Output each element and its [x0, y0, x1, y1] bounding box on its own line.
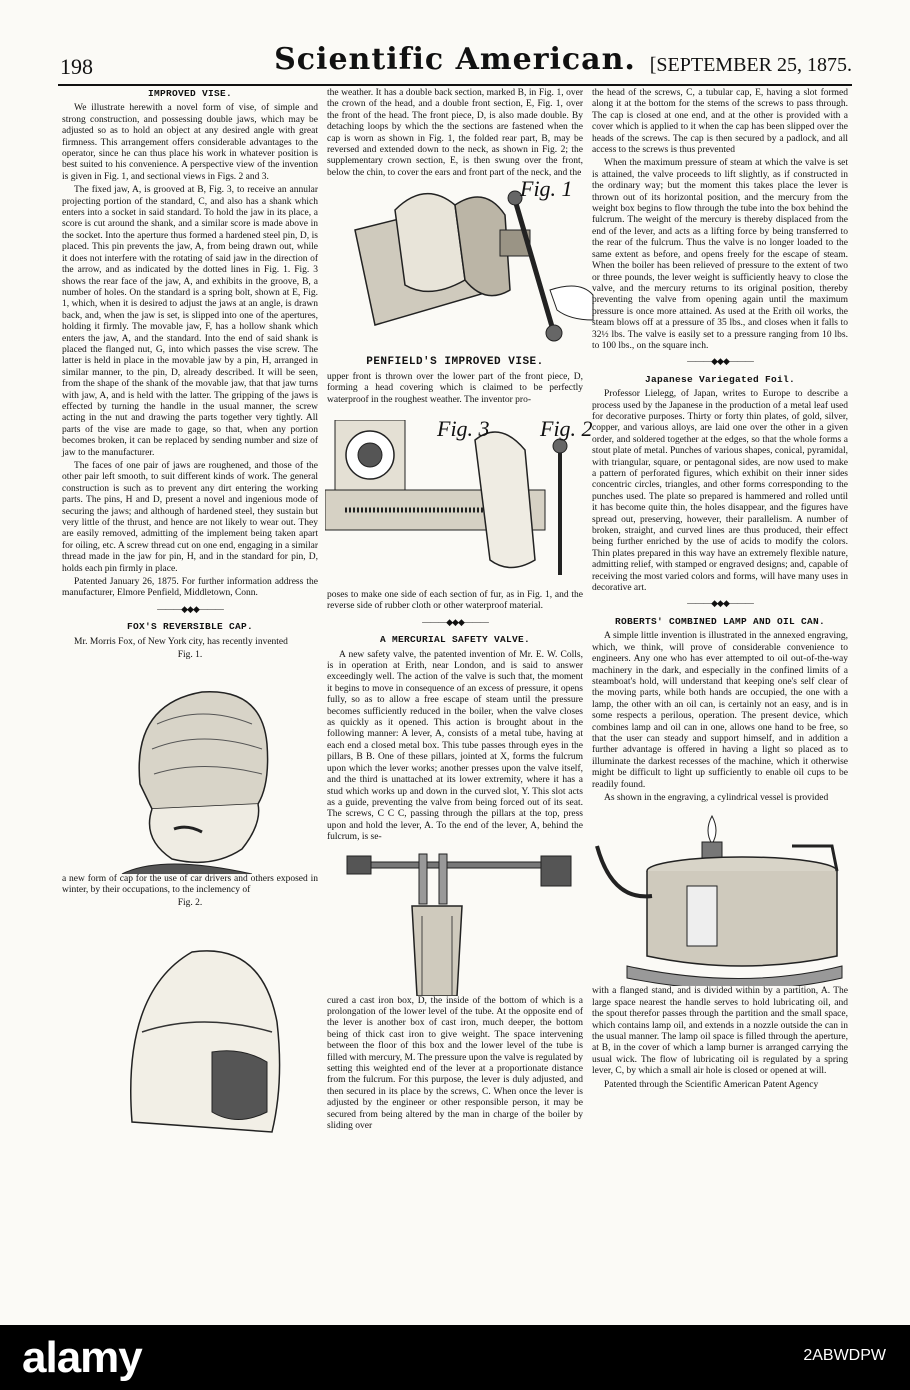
lamp-article-heading: ROBERTS' COMBINED LAMP AND OIL CAN.	[614, 615, 826, 627]
vise-paragraph-3: The faces of one pair of jaws are roughened, and those of the other pair left smooth, to suit different kinds of work. The general construction is such as to prevent any dirt entering the working parts. The pins, H and D, present a novel and ingenious mode of securing the jaws; and although of hardened steel, they sustain but very little of the thrust, and hence are not likely to wear out. They are easily removed, admitting of the implement being taken apart for oiling, etc. A screw thread cut on one end, engaging in a similar thread made in the jaw for pin, H, and in the standard for pin, D, holds each pin firmly in place.	[62, 461, 318, 574]
valve-article-heading: A MERCURIAL SAFETY VALVE.	[379, 634, 531, 646]
valve-paragraph-2: cured a cast iron box, D, the inside of the bottom of which is a prolongation of the lower level of the tube. At the opposite end of the lever is another box of cast iron, much deeper, the bottom being of thick cast iron to give weight. The space intervening between the floor of this box and the lower level of the tube is filled with mercury, M. The pressure upon the valve is regulated by setting this weighted end of the lever at a proportionate distance from the fulcrum. For this purpose, the lever is duly adjusted, and then secured in its place by the screws, C. When once the lever is adjusted by the engineer or other responsible person, it may be secured from being altered by the man in charge of the boiler by sliding over	[327, 995, 583, 1131]
vise-paragraph-1: We illustrate herewith a novel form of vise, of simple and strong construction, and possessing double jaws, which may be adjusted so as to hold an object at any desired angle with great firmness. This arrangement offers considerable advantages to the operator, since he can thus place his work in whatever position is best suited to his convenience. A perspective view of the invention is given in Fig. 1, and sectional views in Figs. 2 and 3.	[62, 103, 318, 182]
vise-article-heading: IMPROVED VISE.	[147, 88, 232, 99]
valve-illustration	[327, 846, 583, 996]
cap-paragraph-4: poses to make one side of each section of fur, as in Fig. 1, and the reverse side of rubber cloth or other waterproof material.	[327, 590, 583, 612]
vise-fig1-label: Fig. 1	[520, 176, 573, 201]
section-divider: ———◆◆◆———	[687, 598, 753, 609]
column-middle-lower	[327, 590, 583, 1134]
page-number: 198	[60, 54, 93, 79]
section-divider: ———◆◆◆———	[422, 616, 488, 627]
vise-fig3-label: Fig. 3	[437, 416, 490, 441]
section-divider: ———◆◆◆———	[687, 356, 753, 367]
lamp-paragraph-3: with a flanged stand, and is divided within by a partition, A. The large space nearest the handle serves to hold lubricating oil, and the spout therefor passes through the partition and the small space, which contains lamp oil, and extends in a nozzle outside the can in the usual manner. The lamp oil space is filled through the aperture, at B, in the cover of which a lamp burner is arranged carrying the usual wick. The flow of lubricating oil is regulated by a spring lever, C, by which a small air hole is closed or opened at will.	[592, 986, 848, 1077]
lamp-paragraph-2: As shown in the engraving, a cylindrical vessel is provided	[604, 792, 829, 803]
cap-fig1-illustration	[62, 664, 318, 874]
vise-paragraph-2: The fixed jaw, A, is grooved at B, Fig. 3, to receive an annular projecting portion of the standard, C, and also has a shank which enters into a socket in said standard. To hold the jaw in its place, a score is cut around the shank, and a similar score is made above in the socket. Into the aperture thus formed a hardened steel pin, D, is placed. This pin prevents the jaw, A, from being drawn out, while it does not interfere with the rotating of said jaw in the direction of the arrow, and as indicated by the dotted lines in Fig. 1. Fig. 3 shows the rear face of the jaw, A, and exhibits in the groove, B, a number of holes. On the standard is a spring bolt, shown at E, Fig. 1, which, when it is desired to adjust the jaws at an angle, is drawn back, and, when the jaw is set, is slipped into one of the apertures, holding it firmly. The movable jaw, F, has a hollow shank which enters the jaw, A, and the standard. Into the end of said shank is placed the flanged nut, G, into which passes the vise screw. The latter is held in place in the movable jaw by a pin, H, arranged in similar manner, to the pin, D, already described. It will be seen, from the shape of the shank of the movable jaw, that that jaw turns with jaw, A, and is held with the latter. The gripping of the jaws is effected by turning the handle in the usual manner, the screw acting in the nut and drawing the parts together very tightly. All parts of the vise are made to gage, so that, when any portion becomes broken, it can be replaced by sending number and size of jaw to the manufacturer.	[62, 185, 318, 458]
issue-date: [SEPTEMBER 25, 1875.	[649, 54, 852, 76]
alamy-logo: alamy	[22, 1333, 142, 1382]
page-header	[58, 42, 852, 82]
vise-section-illustration	[325, 420, 575, 580]
cap-paragraph-1: Mr. Morris Fox, of New York city, has recently invented	[74, 636, 288, 647]
lamp-paragraph-1: A simple little invention is illustrated in the annexed engraving, which, we think, will prove of considerable convenience to engineers. Any one who has ever attempted to oil out-of-the-way machinery in the dark, and especially in the confined limits of a steamboat's hold, will understand that keeping one's self clear of the moving parts, while both hands are occupied, the one with a lamp, the other with an oil can, is certainly not an easy, and is in some respects a perilous, operation. The present device, which combines lamp and oil can in one, allows one hand to be free, so that the user can steady and support himself, and in addition a further advantage is offered in having a light so placed as to illuminate the darkest recesses of the machine, which it otherwise might be difficult to light up sufficiently to enable oil cups to be readily found.	[592, 631, 848, 790]
image-id: 2ABWDPW	[803, 1347, 886, 1364]
column-middle-continued	[327, 372, 583, 408]
lamp-paragraph-4: Patented through the Scientific American Patent Agency	[604, 1079, 819, 1090]
foil-article-heading: Japanese Variegated Foil.	[644, 373, 796, 385]
foil-paragraph: Professor Lielegg, of Japan, writes to Europe to describe a process used by the Japanese in the production of a metal leaf used for decorative purposes. Thirty or forty thin plates, of gold, silver, copper, and various alloys, are laid one over the other in a given order, and soldered together at the edges, so that the whole forms a stout plate of metal. Punches of various shapes, conical, pyramidal, with triangular, square, or pentagonal sides, are now used to make a pattern of perforated figures, which exhibit on their inner sides concentric circles, triangles, and other forms corresponding to the punches used. The plate so prepared is hammered and rolled until it has become quite thin, the holes disappear, and the figures have spread out, preserving, however, their parallelism. A number of broken, straight, and curved lines are thus produced, their effect being further enriched by the use of acids to modify the colors. Thin plates prepared in this way have an extremely flexible nature, admitting relief, with stamped or engraved designs; and, capable of receiving the most varied colors and forms, will have many uses in decorative art.	[592, 389, 848, 594]
cap-fig2-illustration	[62, 912, 318, 1142]
cap-continued-paragraph: the weather. It has a double back section, marked B, in Fig. 1, over the crown of the head, and a double front section, E, Fig. 1, over the front of the head. The front piece, D, is also made double. By detaching loops by which the the sections are fastened when the cap is worn as shown in Fig. 1, the folded rear part, B, may be reversed and extended down to the neck, as shown in Fig. 2; the supplementary crown section, E, is then swung over the front, below the chin, to cover the ears and front part of the neck, and the	[327, 88, 583, 178]
column-right	[592, 88, 848, 1093]
valve-paragraph-3: When the maximum pressure of steam at which the valve is set is attained, the valve proceeds to lift slightly, as if constructed in the ordinary way; but the moment this takes place the lever is thrown out of its horizontal position, and the mercury from the weight box begins to flow through the tube into the box behind the fulcrum. The weight of the mercury is thereby displaced from the end of the lever, and acts as a lifting force by being transferred to the rear of the fulcrum. Thus the valve is no longer loaded to the same extent as before, and opens freely for the escape of steam. When the boiler has been relieved of pressure to the extent of two or three pounds, the lever weight is sufficiently heavy to close the valve, and the mercury returns to its original position, thereby preventing the valve from opening again until the maximum pressure is once more attained. As used at the Erith oil works, the steam blows off at a pressure of 35 lbs., and closes when it falls to 32½ lbs. The valve is easily set to a pressure ranging from 10 lbs. to 100 lbs., on the square inch.	[592, 158, 848, 351]
cap-article-heading: FOX'S REVERSIBLE CAP.	[126, 621, 254, 633]
header-rule	[58, 84, 852, 86]
vise-paragraph-4: Patented January 26, 1875. For further information address the manufacturer, Elmore Penfield, Middletown, Conn.	[62, 577, 318, 599]
section-divider: ———◆◆◆———	[157, 603, 223, 614]
vise-figure-caption: PENFIELD'S IMPROVED VISE.	[366, 356, 544, 368]
column-middle	[327, 88, 583, 181]
vise-fig2-label: Fig. 2	[540, 416, 593, 441]
column-left	[62, 88, 318, 1142]
valve-continued-paragraph: the head of the screws, C, a tubular cap, E, having a slot formed along it at the bottom for the stems of the screws to pass through. The cap is closed at one end, and at the other is provided with a cover which is applied to it when the cap has been slipped over the heads of the screws. The cap is then secured by a padlock, and all access to the screws is thus prevented	[592, 88, 848, 156]
valve-paragraph-1: A new safety valve, the patented invention of Mr. E. W. Colls, is in operation at Erith, near London, and is said to answer exceedingly well. The action of the valve is such that, the moment it begins to move in consequence of an excess of pressure, it opens fully, so as to allow a free escape of steam until the pressure becomes sufficiently reduced in the boiler, when the valve closes as quickly as it opened. This action is brought about in the following manner: A lever, A, consists of a metal tube, having at each end a closed metal box. This tube passes through eyes in the pillars, B B. One of these pillars, jointed at X, forms the fulcrum upon which the lever works; another presses upon the valve itself, and the third is unattached at its lower extremity, where it has a stud which works up and down in the curved slot, Y. This slot acts as a guide, preventing the valve from being forced out of its seat. The screws, C C C, passing through the pillars at the top, press upon and hold the lever, A. To the end of the lever, A, behind the fulcrum, is se-	[327, 649, 583, 843]
cap-fig1-label: Fig. 1.	[177, 650, 203, 661]
masthead-title: Scientific American.	[274, 42, 636, 77]
cap-fig2-label: Fig. 2.	[177, 898, 203, 909]
cap-paragraph-2: a new form of cap for the use of car drivers and others exposed in winter, by their occupations, to the inclemency of	[62, 873, 318, 895]
watermark-footer	[0, 1325, 910, 1390]
cap-paragraph-3: upper front is thrown over the lower part of the front piece, D, forming a head covering which is claimed to be perfectly waterproof in the roughest weather. The inventor pro-	[327, 372, 583, 405]
lamp-oil-can-illustration	[592, 806, 848, 986]
